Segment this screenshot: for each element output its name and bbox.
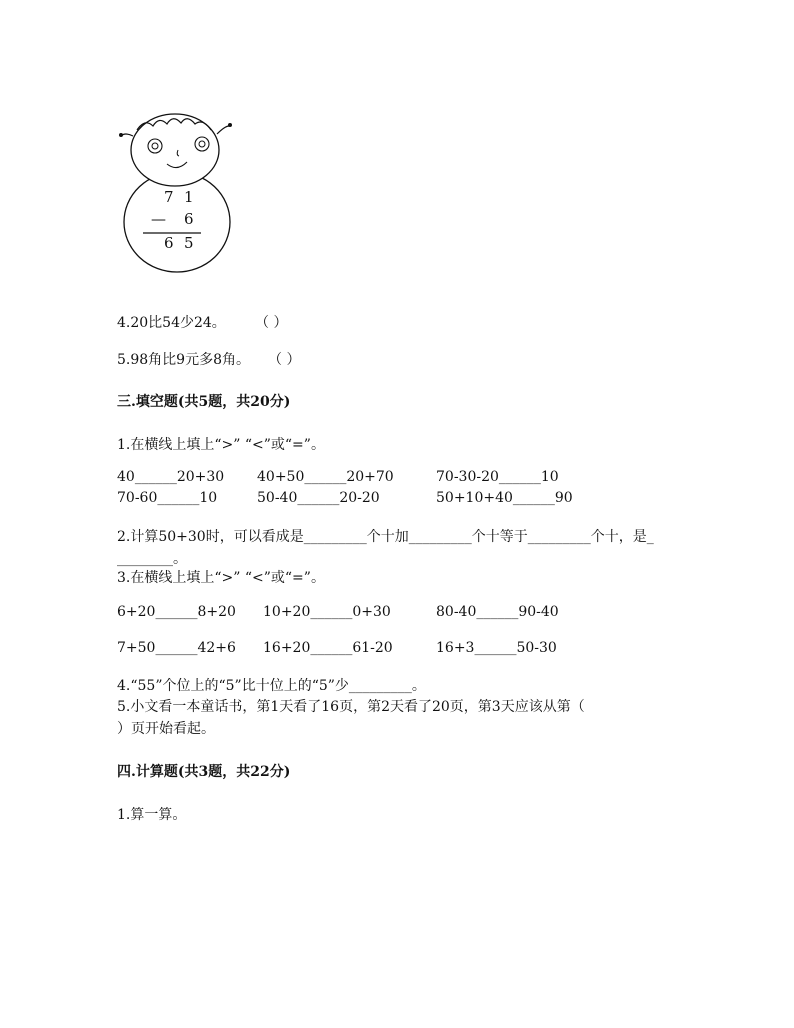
comparison-item: 50-40______20-20 (257, 490, 380, 506)
figure-digit: 5 (184, 234, 194, 252)
judge-question-4: 4.20比54少24。 (117, 315, 226, 331)
comparison-item: 6+20______8+20 (117, 604, 236, 620)
figure-digit: 1 (184, 188, 194, 206)
doll-subtraction-figure (115, 108, 240, 276)
figure-digit: 6 (184, 210, 194, 228)
question-text: 1.算一算。 (117, 807, 187, 823)
judge-answer-paren-4: （ ） (255, 315, 288, 331)
figure-minus-sign: — (151, 210, 166, 228)
question-prompt: 1.在横线上填上“>” “<”或“=”。 (117, 437, 325, 453)
section-title: 四.计算题(共3题，共22分) (117, 764, 291, 780)
judge-answer-paren-5: （ ） (268, 352, 301, 368)
comparison-item: 70-30-20______10 (436, 469, 559, 485)
question-prompt: 3.在横线上填上“>” “<”或“=”。 (117, 570, 325, 586)
question-text: 2.计算50+30时，可以看成是_________个十加_________个十等于_________个十，是_ (117, 529, 654, 545)
comparison-item: 40+50______20+70 (257, 469, 394, 485)
comparison-item: 16+3______50-30 (436, 640, 557, 656)
question-text: ________。 (117, 551, 187, 567)
comparison-item: 50+10+40______90 (436, 490, 573, 506)
figure-digit: 7 (164, 188, 174, 206)
question-text: 4.“55”个位上的“5”比十位上的“5”少_________。 (117, 678, 426, 694)
comparison-item: 16+20______61-20 (263, 640, 393, 656)
question-text: ）页开始看起。 (117, 721, 215, 737)
comparison-item: 7+50______42+6 (117, 640, 236, 656)
comparison-item: 10+20______0+30 (263, 604, 391, 620)
comparison-item: 40______20+30 (117, 469, 225, 485)
question-text: 5.小文看一本童话书，第1天看了16页，第2天看了20页，第3天应该从第（ (117, 699, 585, 715)
doll-drawing (115, 108, 240, 276)
section-title: 三.填空题(共5题，共20分) (117, 394, 291, 410)
figure-digit: 6 (164, 234, 174, 252)
comparison-item: 70-60______10 (117, 490, 218, 506)
judge-question-5: 5.98角比9元多8角。 (117, 352, 250, 368)
comparison-item: 80-40______90-40 (436, 604, 559, 620)
